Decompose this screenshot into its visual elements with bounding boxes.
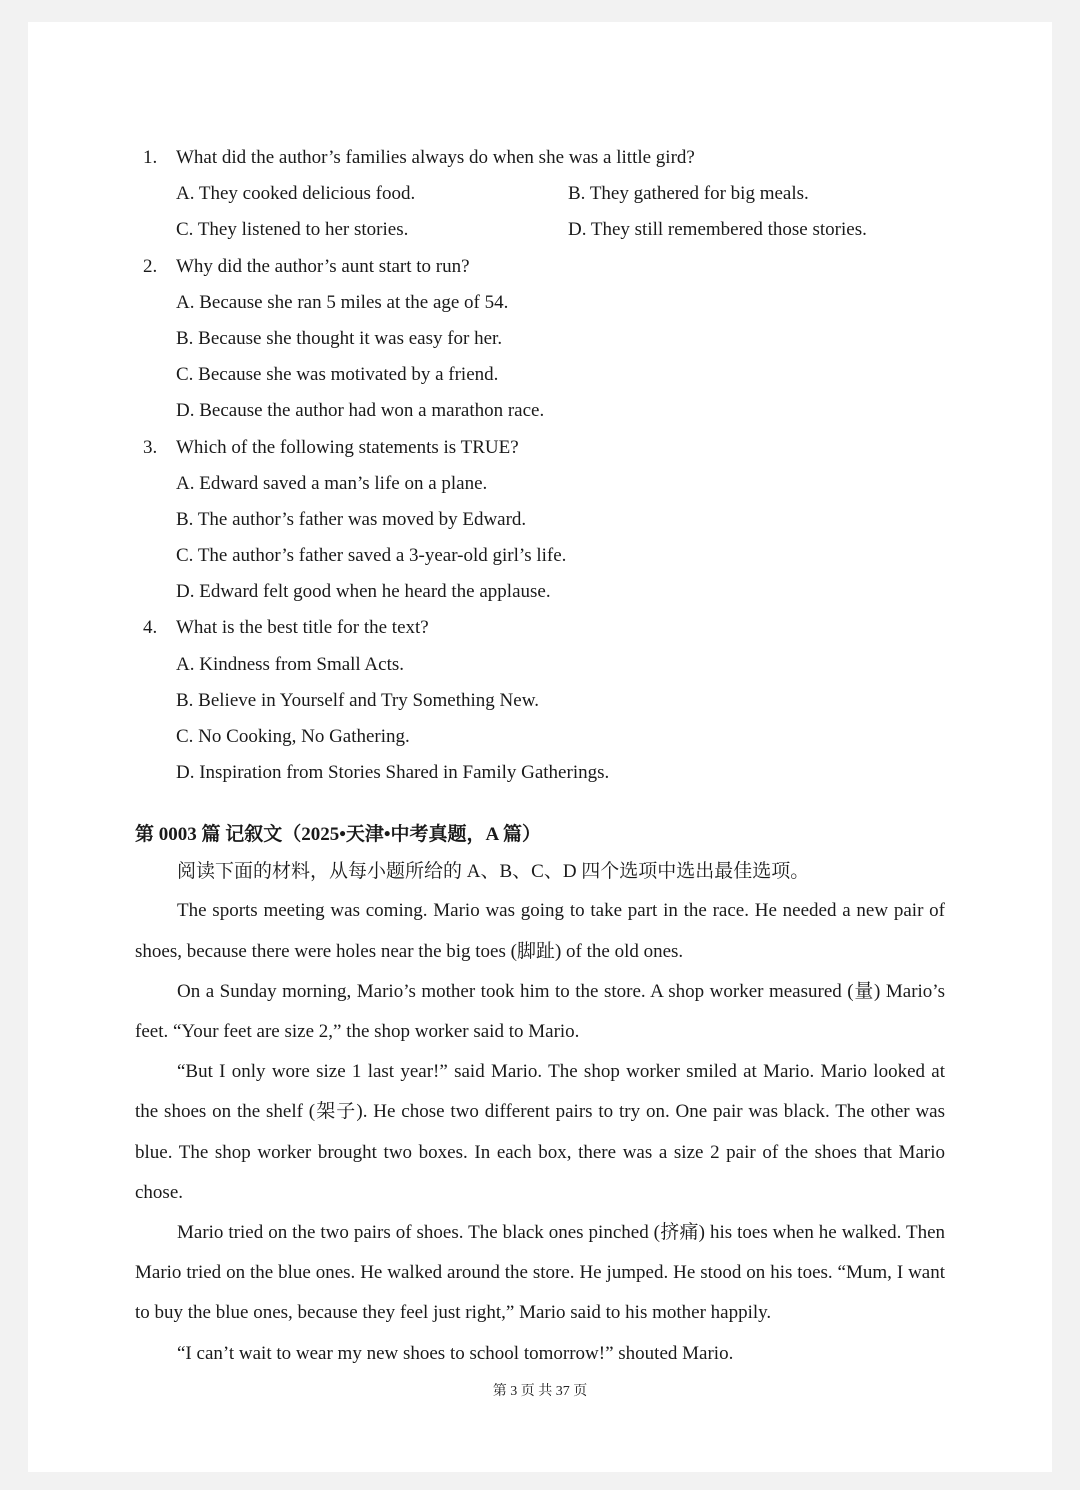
option-c: C. The author’s father saved a 3-year-old girl’s life. [176,545,567,567]
question-1 [135,140,945,249]
option-c: C. They listened to her stories. [176,219,409,241]
option-d: D. Inspiration from Stories Shared in Family Gatherings. [176,762,610,784]
question-number: 1. [143,147,158,168]
question-stem [135,249,945,285]
question-text: What did the author’s families always do when she was a little gird? [176,147,695,168]
question-number: 3. [143,436,158,458]
page-content [135,140,945,1374]
question-text: Why did the author’s aunt start to run? [176,255,470,277]
question-text: Which of the following statements is TRUE? [176,436,519,458]
option-row [135,176,945,212]
question-stem [135,140,945,176]
page-footer: 第 3 页 共 37 页 [492,1384,588,1399]
option-row [135,212,945,248]
section-instruction: 阅读下面的材料，从每小题所给的 A、B、C、D 四个选项中选出最佳选项。 [177,861,810,883]
option-b: B. Because she thought it was easy for her. [176,327,503,349]
passage-paragraph-1: The sports meeting was coming. Mario was going to take part in the race. He needed a new pair of shoes, because there were holes near the big toes (脚趾) of the old ones. [135,900,945,962]
question-2 [135,249,945,430]
question-4 [135,610,945,791]
option-a: A. Because she ran 5 miles at the age of 54. [176,291,509,313]
question-text: What is the best title for the text? [176,617,429,639]
option-b: B. They gathered for big meals. [568,183,809,205]
option-d: D. Edward felt good when he heard the applause. [176,581,551,603]
document-page [28,22,1052,1472]
question-stem [135,430,945,466]
option-d: D. Because the author had won a marathon race. [176,400,545,422]
option-d: D. They still remembered those stories. [568,219,867,241]
passage-paragraph-3: “But I only wore size 1 last year!” said Mario. The shop worker smiled at Mario. Mario looked at the shoes on the shelf (架子). He chose two different pairs to try on. One pair was black. The other was blue. The shop worker brought two boxes. In each box, there was a size 2 pair of the shoes that Mario chose. [135,1061,945,1203]
section-title: 第 0003 篇 记叙文（2025•天津•中考真题，A 篇） [135,824,541,846]
passage-paragraph-2: On a Sunday morning, Mario’s mother took him to the store. A shop worker measured (量) Mario’s feet. “Your feet are size 2,” the shop worker said to Mario. [135,980,945,1042]
passage-paragraph-5: “I can’t wait to wear my new shoes to school tomorrow!” shouted Mario. [177,1342,734,1364]
question-number: 2. [143,255,158,277]
option-c: C. Because she was motivated by a friend. [176,364,499,386]
option-a: A. They cooked delicious food. [176,183,416,205]
question-stem [135,610,945,646]
option-a: A. Edward saved a man’s life on a plane. [176,472,488,494]
question-number: 4. [143,617,158,639]
option-b: B. The author’s father was moved by Edward. [176,508,527,530]
option-a: A. Kindness from Small Acts. [176,653,404,675]
option-b: B. Believe in Yourself and Try Something New. [176,689,539,711]
question-3 [135,430,945,611]
passage-paragraph-4: Mario tried on the two pairs of shoes. The black ones pinched (挤痛) his toes when he walked. Then Mario tried on the blue ones. He walked around the store. He jumped. He stood on his toes. “Mum, I want to buy the blue ones, because they feel just right,” Mario said to his mother happily. [135,1222,945,1324]
option-c: C. No Cooking, No Gathering. [176,726,410,747]
